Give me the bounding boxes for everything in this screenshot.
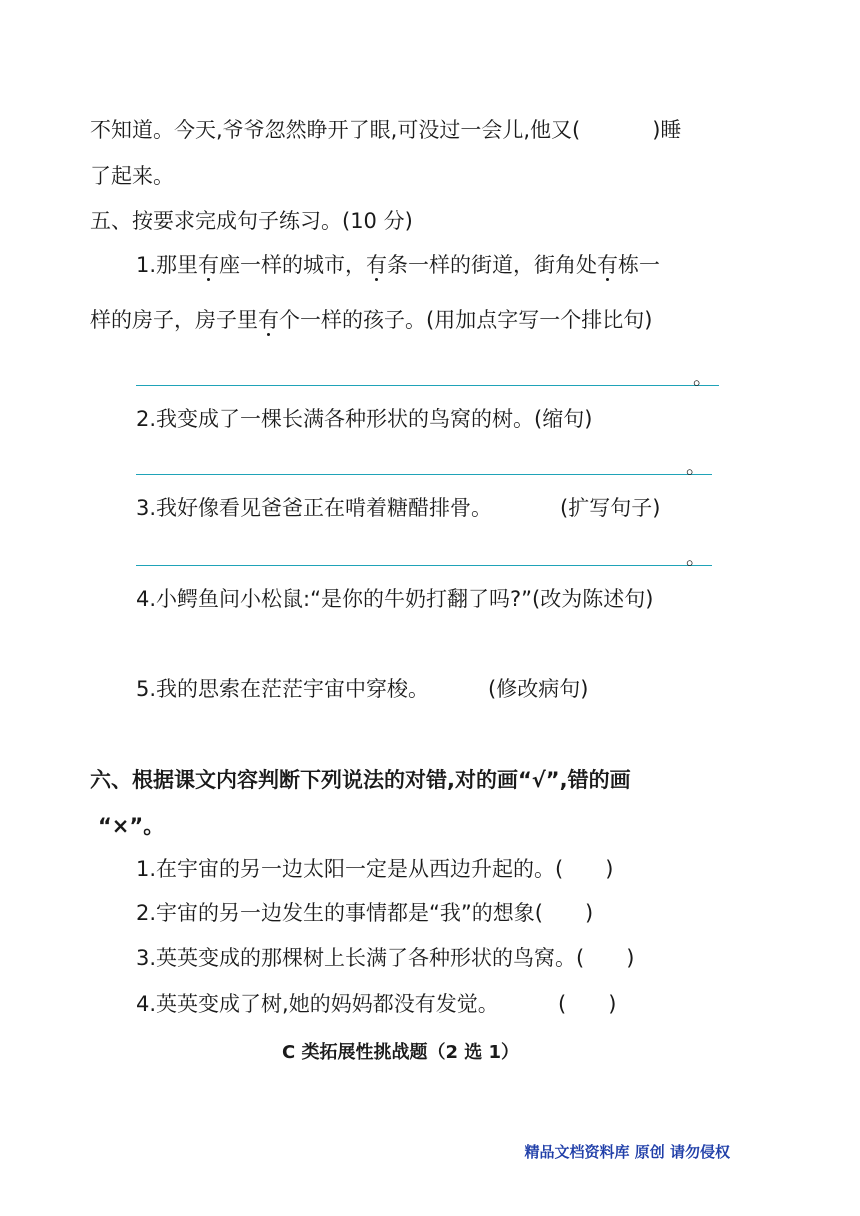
section-5-heading: [90, 207, 413, 235]
q3-text: 3.我好像看见爸爸正在啃着糖醋排骨。: [136, 496, 493, 520]
answer-period-2: 。: [686, 454, 706, 478]
question-5-4: [136, 585, 653, 613]
judge-open-paren: (: [558, 992, 567, 1016]
passage-text-end: )睡: [652, 118, 682, 142]
question-5-5: [136, 675, 429, 703]
emphasis-dot-char: 有: [258, 308, 279, 332]
q4-text: 4.小鳄鱼问小松鼠:“是你的牛奶打翻了吗?”(改为陈述句): [136, 587, 654, 611]
answer-line-3[interactable]: [136, 565, 712, 566]
passage-line-1: [90, 116, 681, 144]
judge-close-paren: ): [626, 946, 635, 970]
q1-text: 座一样的城市，: [219, 253, 367, 277]
q2-text: 2.我变成了一棵长满各种形状的鸟窝的树。(缩句): [136, 407, 593, 431]
question-5-3-hint: [560, 494, 660, 522]
question-5-5-hint: [488, 675, 588, 703]
emphasis-dot-char: 有: [198, 253, 220, 277]
q1-text: 个一样的孩子。(用加点字写一个排比句): [279, 308, 653, 332]
answer-period-3: 。: [686, 545, 706, 569]
judge-item-4-paren: [558, 990, 616, 1018]
q1-text: 1.那里: [136, 253, 199, 277]
judge-close-paren: ): [608, 992, 617, 1016]
section-6-heading-text: 六、根据课文内容判断下列说法的对错,对的画“√”,错的画: [90, 768, 631, 792]
judge-item-3: [136, 944, 634, 972]
judge-item-1: [136, 855, 613, 883]
question-5-2: [136, 405, 592, 433]
section-c-title: C 类拓展性挑战题（2 选 1）: [282, 1042, 520, 1063]
judge-close-paren: ): [585, 901, 594, 925]
judge-item-text: 2.宇宙的另一边发生的事情都是“我”的想象(: [136, 901, 543, 925]
q3-hint-text: (扩写句子): [560, 496, 661, 520]
judge-item-text: 3.英英变成的那棵树上长满了各种形状的鸟窝。(: [136, 946, 585, 970]
q5-hint-text: (修改病句): [488, 677, 589, 701]
judge-item-text: 4.英英变成了树,她的妈妈都没有发觉。: [136, 992, 499, 1016]
question-5-1-line-1: [136, 251, 660, 279]
section-5-heading-text: 五、按要求完成句子练习。(10 分): [90, 209, 413, 233]
answer-line-1[interactable]: [136, 385, 719, 386]
answer-line-2[interactable]: [136, 474, 712, 475]
section-6-heading-line-1: [90, 766, 631, 794]
judge-item-text: 1.在宇宙的另一边太阳一定是从西边升起的。(: [136, 857, 564, 881]
q5-text: 5.我的思索在茫茫宇宙中穿梭。: [136, 677, 430, 701]
emphasis-dot-char: 有: [597, 253, 619, 277]
passage-text: 不知道。今天,爷爷忽然睁开了眼,可没过一会儿,他又(: [90, 118, 581, 142]
footer-watermark: 精品文档资料库 原创 请勿侵权: [524, 1143, 730, 1161]
passage-line-2: [90, 162, 174, 190]
answer-period-1: 。: [693, 365, 713, 389]
section-6-heading-line-2: [98, 812, 164, 840]
question-5-1-line-2: [90, 306, 652, 334]
judge-item-2: [136, 899, 593, 927]
question-5-3: [136, 494, 492, 522]
q1-text: 条一样的街道，街角处: [387, 253, 598, 277]
emphasis-dot-char: 有: [366, 253, 388, 277]
section-6-heading-text-2: “×”。: [98, 814, 165, 838]
passage-text-2: 了起来。: [90, 164, 174, 188]
judge-close-paren: ): [605, 857, 614, 881]
judge-item-4: [136, 990, 499, 1018]
q1-text: 样的房子，房子里: [90, 308, 258, 332]
q1-text: 栋一: [618, 253, 661, 277]
